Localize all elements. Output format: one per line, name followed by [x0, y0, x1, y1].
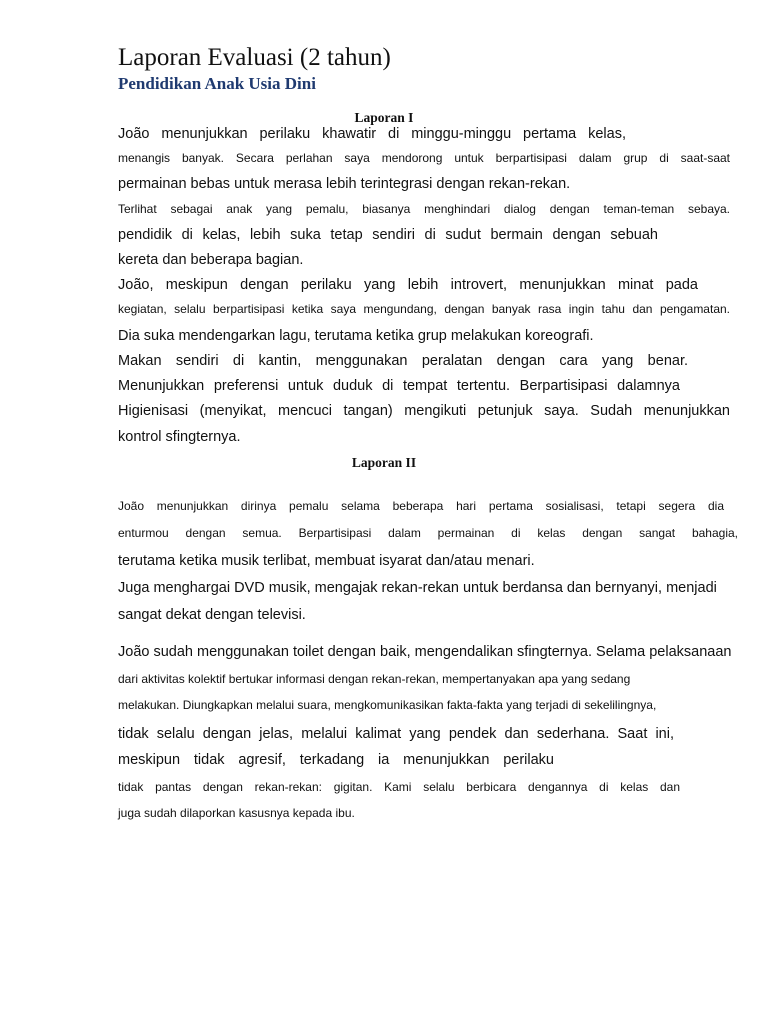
- report-1-line: permainan bebas untuk merasa lebih terintegrasi dengan rekan-rekan.: [118, 176, 571, 192]
- report-2-line: tidak pantas dengan rekan-rekan: gigitan. Kami selalu berbicara dengannya di kelas dan: [118, 780, 680, 794]
- report-2-line: meskipun tidak agresif, terkadang ia menunjukkan perilaku: [118, 752, 554, 768]
- report-1-line: Higienisasi (menyikat, mencuci tangan) mengikuti petunjuk saya. Sudah menunjukkan: [118, 403, 730, 419]
- report-1-line: kegiatan, selalu berpartisipasi ketika saya mengundang, dengan banyak rasa ingin tahu dan pengamatan.: [118, 302, 730, 316]
- report-1-line: pendidik di kelas, lebih suka tetap sendiri di sudut bermain dengan sebuah: [118, 227, 658, 243]
- report-2-line: tidak selalu dengan jelas, melalui kalimat yang pendek dan sederhana. Saat ini,: [118, 726, 674, 742]
- report-1-line: Terlihat sebagai anak yang pemalu, biasanya menghindari dialog dengan teman-teman sebaya.: [118, 202, 730, 216]
- report-2-heading: Laporan II: [351, 455, 417, 470]
- report-2-line: enturmou dengan semua. Berpartisipasi dalam permainan di kelas dengan sangat bahagia,: [118, 526, 738, 540]
- report-2-line: João menunjukkan dirinya pemalu selama beberapa hari pertama sosialisasi, tetapi segera dia: [118, 499, 724, 513]
- report-1-line: kereta dan beberapa bagian.: [118, 252, 304, 268]
- report-2-line: Juga menghargai DVD musik, mengajak rekan-rekan untuk berdansa dan bernyanyi, menjadi: [118, 580, 717, 596]
- document-subtitle: Pendidikan Anak Usia Dini: [118, 74, 316, 93]
- report-1-line: João, meskipun dengan perilaku yang lebih introvert, menunjukkan minat pada: [118, 277, 698, 293]
- report-2-line: dari aktivitas kolektif bertukar informasi dengan rekan-rekan, mempertanyakan apa yang sedang: [118, 672, 631, 686]
- report-1-line: Dia suka mendengarkan lagu, terutama ketika grup melakukan koreografi.: [118, 328, 594, 344]
- report-2-line: melakukan. Diungkapkan melalui suara, mengkomunikasikan fakta-fakta yang terjadi di sekelilingnya,: [118, 698, 657, 712]
- report-1-line: kontrol sfingternya.: [118, 429, 241, 445]
- report-2-line: João sudah menggunakan toilet dengan baik, mengendalikan sfingternya. Selama pelaksanaan: [118, 644, 732, 660]
- report-1-line: menangis banyak. Secara perlahan saya mendorong untuk berpartisipasi dalam grup di saat-saat: [118, 151, 730, 165]
- report-1-line: Makan sendiri di kantin, menggunakan peralatan dengan cara yang benar.: [118, 353, 688, 369]
- report-1-heading: Laporan I: [354, 110, 414, 125]
- document-title: Laporan Evaluasi (2 tahun): [118, 44, 391, 71]
- report-1-line: João menunjukkan perilaku khawatir di minggu-minggu pertama kelas,: [118, 126, 626, 142]
- report-1-line: Menunjukkan preferensi untuk duduk di tempat tertentu. Berpartisipasi dalamnya: [118, 378, 680, 394]
- report-2-line: sangat dekat dengan televisi.: [118, 607, 306, 623]
- report-2-line: terutama ketika musik terlibat, membuat isyarat dan/atau menari.: [118, 553, 535, 569]
- report-2-line: juga sudah dilaporkan kasusnya kepada ibu.: [118, 806, 355, 820]
